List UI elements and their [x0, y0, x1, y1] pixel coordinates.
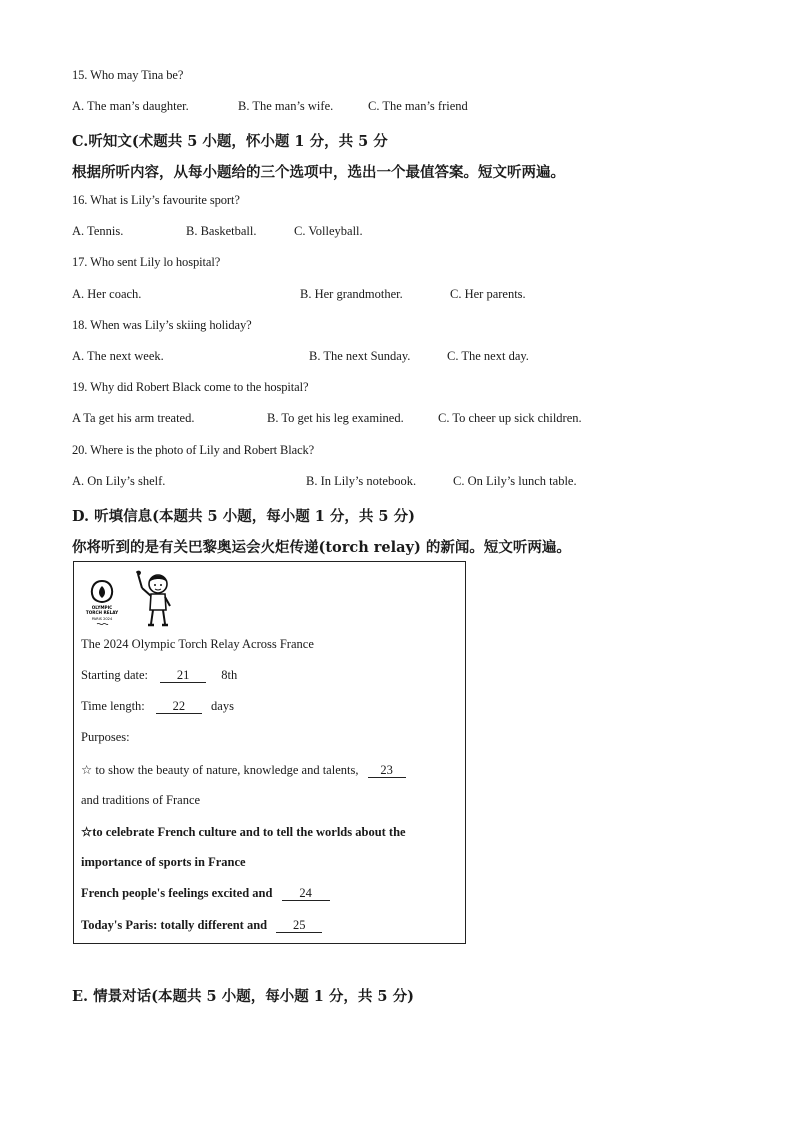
- q18-option-b: B. The next Sunday.: [309, 349, 411, 363]
- blank-22: 22: [156, 700, 202, 714]
- feelings-row: [81, 886, 330, 901]
- purpose-1-continuation: and traditions of France: [81, 793, 201, 807]
- blank-25: 25: [276, 919, 322, 933]
- feelings-label: French people's feelings excited and: [81, 886, 273, 900]
- q19-option-b: B. To get his leg examined.: [267, 411, 404, 425]
- starting-date-label: Starting date:: [81, 668, 148, 682]
- blank-21: 21: [160, 669, 206, 683]
- q17-option-c: C. Her parents.: [450, 287, 526, 301]
- time-length-suffix: days: [211, 699, 234, 713]
- q19-option-a: A Ta get his arm treated.: [72, 411, 195, 425]
- purposes-label: Purposes:: [81, 730, 130, 744]
- question-18: 18. When was Lily’s skiing holiday?: [72, 318, 252, 332]
- logo-text-line-2: TORCH RELAY: [85, 610, 119, 615]
- paris-label: Today's Paris: totally different and: [81, 918, 268, 932]
- purpose-1-text: ☆ to show the beauty of nature, knowledge and talents,: [81, 763, 359, 777]
- blank-24: 24: [282, 887, 330, 901]
- q18-option-a: A. The next week.: [72, 349, 164, 363]
- time-length-row: [81, 699, 234, 714]
- purpose-2-line-1: ☆to celebrate French culture and to tell the worlds about the: [81, 825, 406, 839]
- q18-option-c: C. The next day.: [447, 349, 529, 363]
- q17-option-a: A. Her coach.: [72, 287, 142, 301]
- section-d-heading: D. 听填信息(本题共 5 小题，每小题 1 分，共 5 分): [72, 508, 415, 525]
- question-15: 15. Who may Tina be?: [72, 68, 184, 82]
- logo-text-line-1: OLYMPIC: [91, 605, 113, 610]
- question-19: 19. Why did Robert Black come to the hospital?: [72, 380, 309, 394]
- q20-option-c: C. On Lily’s lunch table.: [453, 474, 577, 488]
- section-c-heading: C.听知文(术题共 5 小题，怀小题 1 分，共 5 分: [72, 133, 388, 150]
- q19-option-c: C. To cheer up sick children.: [438, 411, 582, 425]
- blank-23: 23: [368, 764, 406, 778]
- q20-option-a: A. On Lily’s shelf.: [72, 474, 166, 488]
- q16-option-b: B. Basketball.: [186, 224, 257, 238]
- purpose-2-line-2: importance of sports in France: [81, 855, 246, 869]
- time-length-label: Time length:: [81, 699, 145, 713]
- starting-date-row: [81, 668, 237, 683]
- section-d-instruction: 你将听到的是有关巴黎奥运会火炬传递(torch relay) 的新闻。短文听两遍。: [72, 539, 571, 556]
- olympic-torch-relay-logo: [84, 578, 120, 628]
- paris-row: [81, 918, 322, 933]
- section-e-heading: E. 情景对话(本题共 5 小题，每小题 1 分，共 5 分): [72, 988, 414, 1005]
- q15-option-c: C. The man’s friend: [368, 99, 468, 113]
- q16-option-a: A. Tennis.: [72, 224, 124, 238]
- logo-text-line-3: PARIS 2024: [91, 617, 113, 621]
- q15-option-b: B. The man’s wife.: [238, 99, 334, 113]
- q20-option-b: B. In Lily’s notebook.: [306, 474, 417, 488]
- box-title: The 2024 Olympic Torch Relay Across France: [81, 637, 314, 651]
- q15-option-a: A. The man’s daughter.: [72, 99, 189, 113]
- q17-option-b: B. Her grandmother.: [300, 287, 403, 301]
- torch-bearer-cartoon-icon: [132, 570, 176, 630]
- question-16: 16. What is Lily’s favourite sport?: [72, 193, 240, 207]
- question-20: 20. Where is the photo of Lily and Robert Black?: [72, 443, 315, 457]
- torch-relay-info-box: [73, 561, 466, 944]
- q16-option-c: C. Volleyball.: [294, 224, 363, 238]
- purpose-1-row: [81, 762, 406, 778]
- starting-date-suffix: 8th: [221, 668, 238, 682]
- question-17: 17. Who sent Lily lo hospital?: [72, 255, 221, 269]
- section-c-instruction: 根据所听内容，从每小题给的三个选项中，选出一个最值答案。短文听两遍。: [72, 164, 565, 181]
